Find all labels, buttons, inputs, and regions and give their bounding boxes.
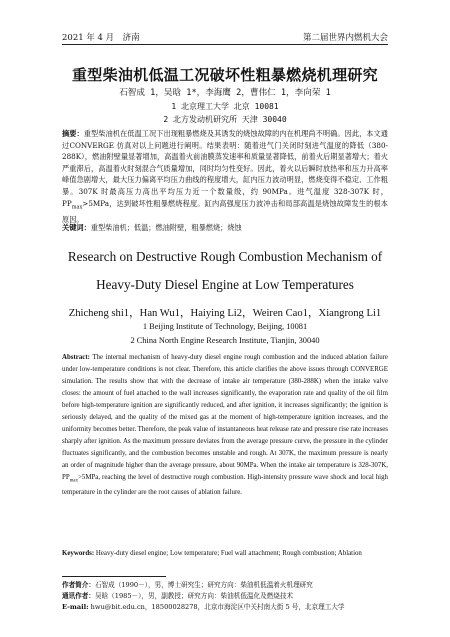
title-english: Research on Destructive Rough Combustion Mechanism of Heavy-Duty Diesel Engine at Low Temperatures <box>67 249 383 292</box>
title-chinese: 重型柴油机低温工况破坏性粗暴燃烧机理研究 <box>71 66 378 84</box>
abstract-chinese-text: 重型柴油机在低温工况下出现粗暴燃烧及其诱发的烧蚀故障的内在机理尚不明确。因此，本文通过CONVERGE 仿真对以上问题进行阐明。结果表明：随着进气门关闭时刻进气温度的降低（380-288K），燃油附壁量显著增加，高温着火前油膜蒸发速率和质量显著降低，前着火后期显著增大；着火严重滞后，高温着火时刻混合气质量增加，同时均匀性变好。因此，着火以后瞬时放热率和压力升高率峰值急剧增大，最大压力偏离平均压力曲线的程度增大，缸内压力波动明显，燃烧变得不稳定、工作粗暴。307K 时最高压力高出平均压力近一个数量级，约 90MPa。进气温度 328-307K 时，PP <box>62 129 388 208</box>
footnote-author-intro <box>62 580 388 591</box>
footnote-corresponding-text: 吴晗（1985－），男，副教授；研究方向：柴油机低温化及燃烧技术 <box>94 592 294 600</box>
footnote-author-intro-label: 作者简介： <box>62 581 95 589</box>
footnote-corresponding-author <box>62 591 388 602</box>
footnote-email <box>62 602 388 613</box>
keywords-english <box>62 550 388 557</box>
header-rule <box>62 44 388 45</box>
keywords-english-text: Heavy-duty diesel engine; Low temperature; Fuel wall attachment; Rough combustion; Ablation <box>95 550 362 557</box>
footnote-author-intro-text: 石智成（1990－），男，博士研究生；研究方向：柴油机低温着火机理研究 <box>94 581 313 589</box>
affiliation-chinese-2: 2 北方发动机研究所 天津 30040 <box>163 115 287 124</box>
abstract-english <box>62 352 388 499</box>
running-header <box>62 31 388 43</box>
abstract-english-text-tail: >5MPa, reaching the level of destructive rough combustion. High-intensity pressure wave shock and local high temperature in the cylinder are the root causes of ablation failure. <box>62 473 388 496</box>
abstract-chinese-label: 摘要： <box>62 129 84 138</box>
abstract-english-label: Abstract: <box>62 354 90 361</box>
keywords-chinese <box>62 223 388 233</box>
keywords-chinese-text: 重型柴油机；低温；燃油附壁，粗暴燃烧；烧蚀 <box>90 223 242 232</box>
header-date-location: 2021 年 4 月 济南 <box>62 33 140 43</box>
authors-chinese: 石智成 1，吴晗 1*，李海鹰 2，曹伟仁 1，李向荣 1 <box>119 88 331 98</box>
abstract-chinese-subscript: max <box>71 204 83 210</box>
abstract-english-text: The internal mechanism of heavy-duty diesel engine rough combustion and the induced ablation failure under low-temperature conditions is not clear. Therefore, this article clarifies the above issues through CONVERGE simulation. The results show that with the decrease of intake air temperature (380-288K) when the intake valve closes: the amount of fuel attached to the wall increases significantly, the evaporation rate and quality of the oil film before high-temperature ignition are significantly reduced, and after ignition, it increases significantly; the ignition is seriously delayed, and the quality of the mixed gas at the moment of high-temperature ignition increases, and the uniformity becomes better. Therefore, the peak value of instantaneous heat release rate and pressure rise rate increases sharply after ignition. As the maximum pressure deviates from the average pressure curve, the pressure in the cylinder fluctuates significantly, and the combustion becomes unstable and rough. At 307K, the maximum pressure is nearly an order of magnitude higher than the average pressure, about 90MPa. When the intake air temperature is 328-307K, PP <box>62 354 388 481</box>
keywords-english-label: Keywords: <box>62 550 95 557</box>
abstract-english-subscript: max <box>69 477 78 483</box>
footnote-corresponding-label: 通讯作者： <box>62 592 95 600</box>
affiliation-chinese-1: 1 北京理工大学 北京 10081 <box>171 102 279 111</box>
affiliation-english-2: 2 China North Engine Research Institute, Tianjin, 30040 <box>130 336 320 345</box>
affiliation-english-1: 1 Beijing Institute of Technology, Beijing, 10081 <box>142 322 308 331</box>
abstract-chinese <box>62 128 388 225</box>
footnote-rule <box>62 576 166 577</box>
footnotes <box>62 580 388 613</box>
footnote-email-label: E-mail: <box>62 603 89 611</box>
abstract-chinese-text-tail: >5MPa，达到破坏性粗暴燃烧程度。缸内高强度压力波冲击和局部高温是烧蚀故障发生的根本原因。 <box>62 198 388 224</box>
footnote-email-text: hwu@bit.edu.cn，18500028278，北京市海淀区中关村南大街 5 号，北京理工大学 <box>88 603 345 611</box>
header-conference: 第二届世界内燃机大会 <box>302 33 388 43</box>
keywords-chinese-label: 关键词： <box>62 223 91 232</box>
authors-english: Zhicheng shi1，Han Wu1，Haiying Li2，Weiren Cao1，Xiangrong Li1 <box>68 308 382 319</box>
